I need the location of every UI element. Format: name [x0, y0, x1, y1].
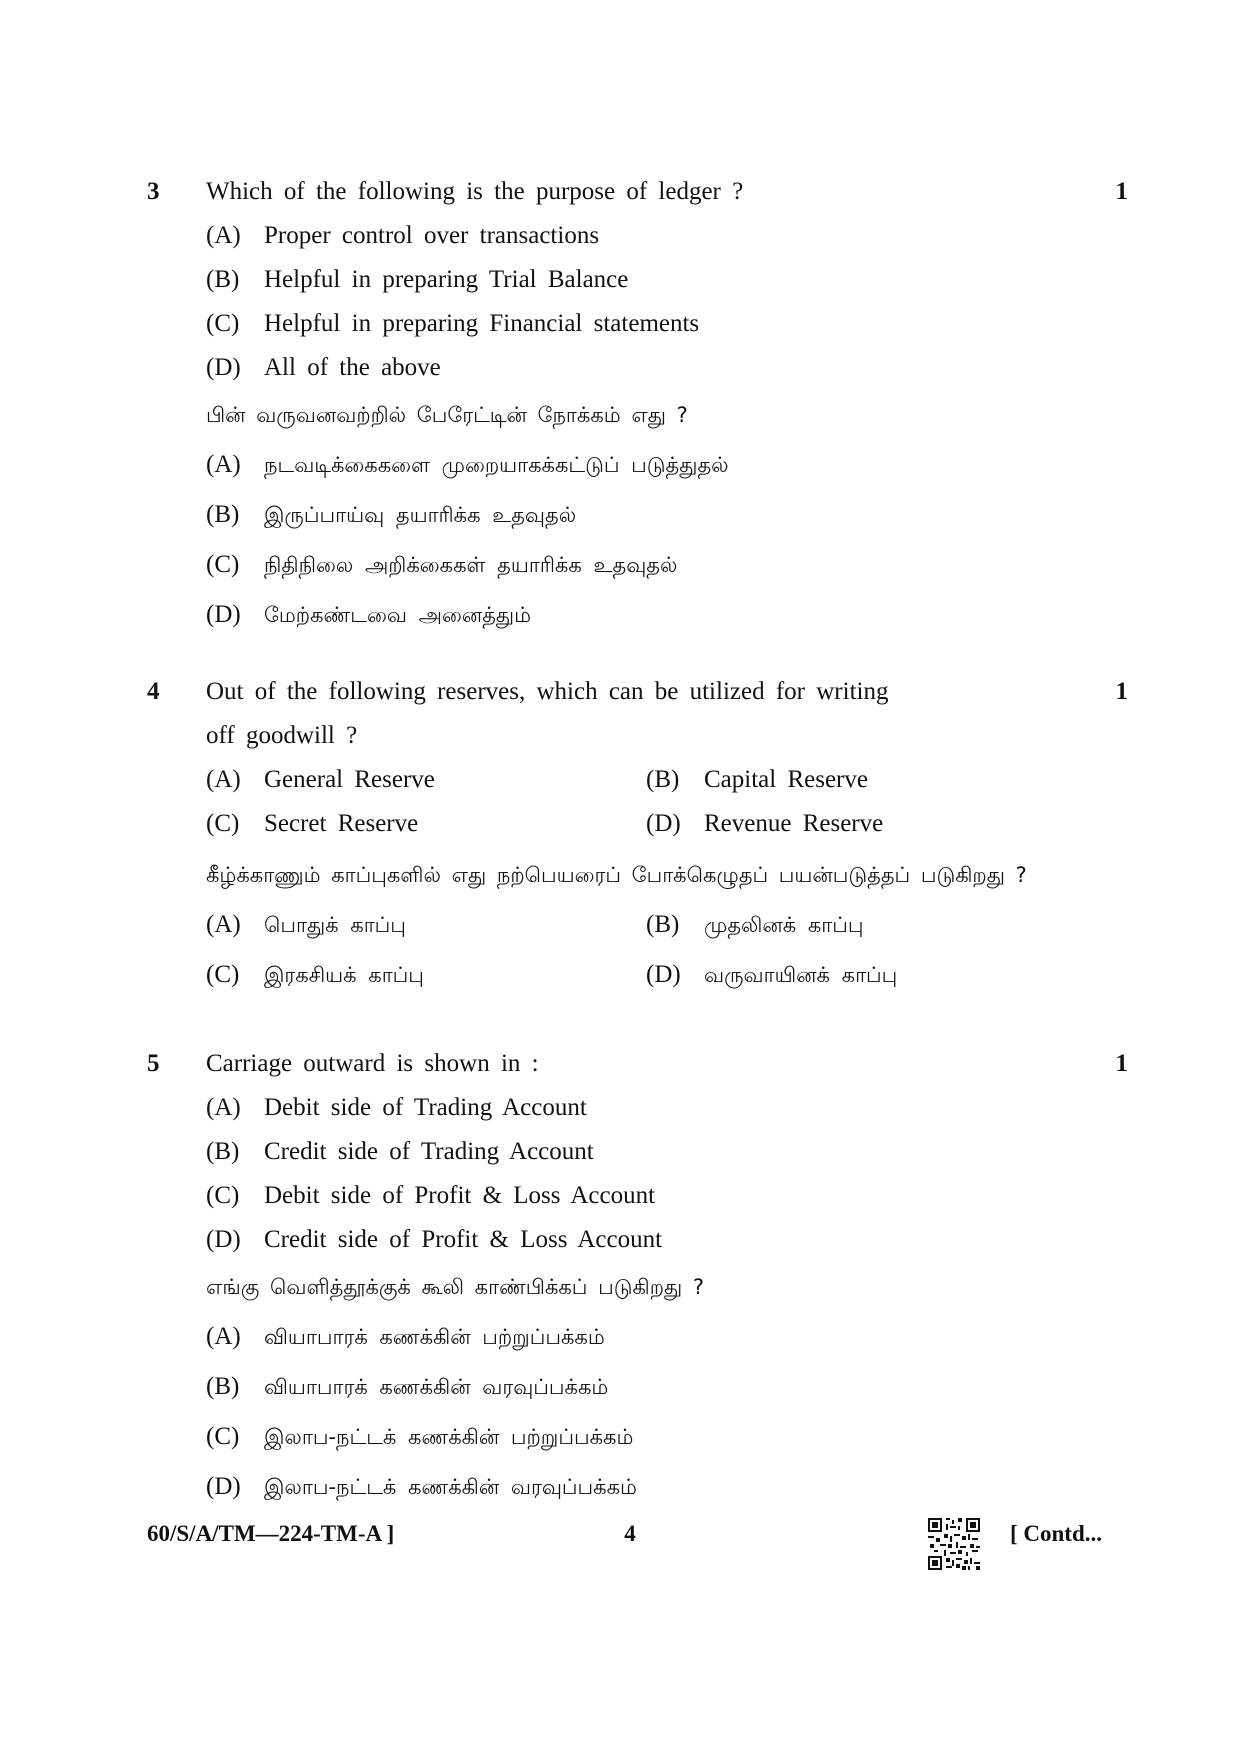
option-row: [206, 802, 1106, 846]
option-a: [206, 758, 435, 802]
option-text: இலாப-நட்டக் கணக்கின் வரவுப்பக்கம்: [264, 1475, 637, 1499]
option-text: Helpful in preparing Financial statements: [264, 310, 700, 337]
option-row: [206, 758, 1106, 802]
paper-code: 60/S/A/TM—224-TM-A ]: [147, 1521, 395, 1546]
option-text: நிதிநிலை அறிக்கைகள் தயாரிக்க உதவுதல்: [264, 553, 678, 577]
option-label: (C): [206, 551, 240, 578]
english-options: [206, 758, 1106, 846]
question-text-line-1: Out of the following reserves, which can be utilized for writing: [206, 678, 889, 705]
english-options: [206, 1086, 1106, 1262]
option-text: Debit side of Profit & Loss Account: [264, 1182, 656, 1209]
tamil-option-c: [206, 950, 424, 1000]
option-text: இரகசியக் காப்பு: [264, 963, 424, 987]
option-label: (B): [646, 766, 680, 793]
option-label: (D): [206, 601, 241, 628]
option-b: [646, 758, 868, 802]
option-label: (A): [206, 1094, 241, 1121]
option-text: General Reserve: [264, 766, 435, 793]
option-d: [206, 346, 1106, 390]
option-label: (B): [206, 1138, 240, 1165]
tamil-option-a: [206, 900, 406, 950]
option-label: (C): [206, 810, 240, 837]
english-options: [206, 214, 1106, 390]
option-d: [206, 1218, 1106, 1262]
option-text: Credit side of Profit & Loss Account: [264, 1226, 663, 1253]
option-text: நடவடிக்கைகளை முறையாகக்கட்டுப் படுத்துதல்: [264, 453, 729, 477]
option-label: (A): [206, 766, 241, 793]
tamil-option-b: [646, 900, 864, 950]
option-c: [206, 802, 418, 846]
page-footer: [0, 1512, 1240, 1572]
question-marks: 1: [1115, 178, 1128, 205]
question-text: Carriage outward is shown in :: [206, 1050, 539, 1077]
question-marks: 1: [1115, 1050, 1128, 1077]
option-text: Revenue Reserve: [704, 810, 884, 837]
tamil-block: [206, 1262, 1106, 1512]
option-b: [206, 258, 1106, 302]
question-number: 4: [147, 678, 160, 705]
question-marks: 1: [1115, 678, 1128, 705]
tamil-block: [206, 850, 1106, 1000]
option-b: [206, 1130, 1106, 1174]
option-a: [206, 214, 1106, 258]
qr-code-icon: [928, 1518, 980, 1570]
question-text-line-2: off goodwill ?: [206, 722, 358, 749]
option-label: (D): [206, 1226, 241, 1253]
option-a: [206, 1086, 1106, 1130]
option-label: (B): [206, 1373, 240, 1400]
option-text: Secret Reserve: [264, 810, 419, 837]
option-text: வியாபாரக் கணக்கின் வரவுப்பக்கம்: [264, 1375, 609, 1399]
option-label: (A): [206, 451, 241, 478]
option-label: (A): [206, 911, 241, 938]
option-text: இருப்பாய்வு தயாரிக்க உதவுதல்: [264, 503, 577, 527]
tamil-option-a: [206, 440, 1106, 490]
tamil-question-text: கீழ்க்காணும் காப்புகளில் எது நற்பெயரைப் போக்கெழுதப் பயன்படுத்தப் படுகிறது ?: [206, 863, 1027, 887]
option-label: (D): [646, 810, 681, 837]
tamil-option-b: [206, 1362, 1106, 1412]
tamil-option-a: [206, 1312, 1106, 1362]
option-label: (C): [206, 1182, 240, 1209]
option-label: (C): [206, 1423, 240, 1450]
tamil-question-text: பின் வருவனவற்றில் பேரேட்டின் நோக்கம் எது ?: [206, 403, 688, 427]
option-label: (A): [206, 222, 241, 249]
option-text: Helpful in preparing Trial Balance: [264, 266, 629, 293]
option-c: [206, 302, 1106, 346]
tamil-option-b: [206, 490, 1106, 540]
option-text: Proper control over transactions: [264, 222, 600, 249]
option-label: (B): [646, 911, 680, 938]
question-number: 5: [147, 1050, 160, 1077]
option-label: (D): [206, 1473, 241, 1500]
option-text: வருவாயினக் காப்பு: [704, 963, 898, 987]
option-label: (C): [206, 310, 240, 337]
option-label: (B): [206, 501, 240, 528]
option-label: (D): [646, 961, 681, 988]
option-text: முதலினக் காப்பு: [704, 913, 864, 937]
option-text: மேற்கண்டவை அனைத்தும்: [264, 603, 531, 627]
option-label: (A): [206, 1323, 241, 1350]
question-text: Which of the following is the purpose of ledger ?: [206, 178, 744, 205]
option-c: [206, 1174, 1106, 1218]
tamil-option-c: [206, 540, 1106, 590]
continued-label: [ Contd...: [1010, 1521, 1103, 1546]
page-number: 4: [624, 1521, 636, 1546]
option-label: (D): [206, 354, 241, 381]
option-text: பொதுக் காப்பு: [264, 913, 406, 937]
option-text: Credit side of Trading Account: [264, 1138, 594, 1165]
tamil-option-d: [206, 1462, 1106, 1512]
option-text: All of the above: [264, 354, 441, 381]
tamil-option-c: [206, 1412, 1106, 1462]
option-text: Capital Reserve: [704, 766, 868, 793]
option-text: Debit side of Trading Account: [264, 1094, 587, 1121]
tamil-option-d: [646, 950, 897, 1000]
tamil-question-text: எங்கு வெளித்தூக்குக் கூலி காண்பிக்கப் படுகிறது ?: [206, 1275, 705, 1299]
option-text: இலாப-நட்டக் கணக்கின் பற்றுப்பக்கம்: [264, 1425, 634, 1449]
tamil-block: [206, 390, 1106, 640]
option-d: [646, 802, 883, 846]
tamil-option-row: [206, 900, 1106, 950]
question-number: 3: [147, 178, 160, 205]
option-text: வியாபாரக் கணக்கின் பற்றுப்பக்கம்: [264, 1325, 605, 1349]
tamil-option-d: [206, 590, 1106, 640]
option-label: (C): [206, 961, 240, 988]
tamil-option-row: [206, 950, 1106, 1000]
option-label: (B): [206, 266, 240, 293]
